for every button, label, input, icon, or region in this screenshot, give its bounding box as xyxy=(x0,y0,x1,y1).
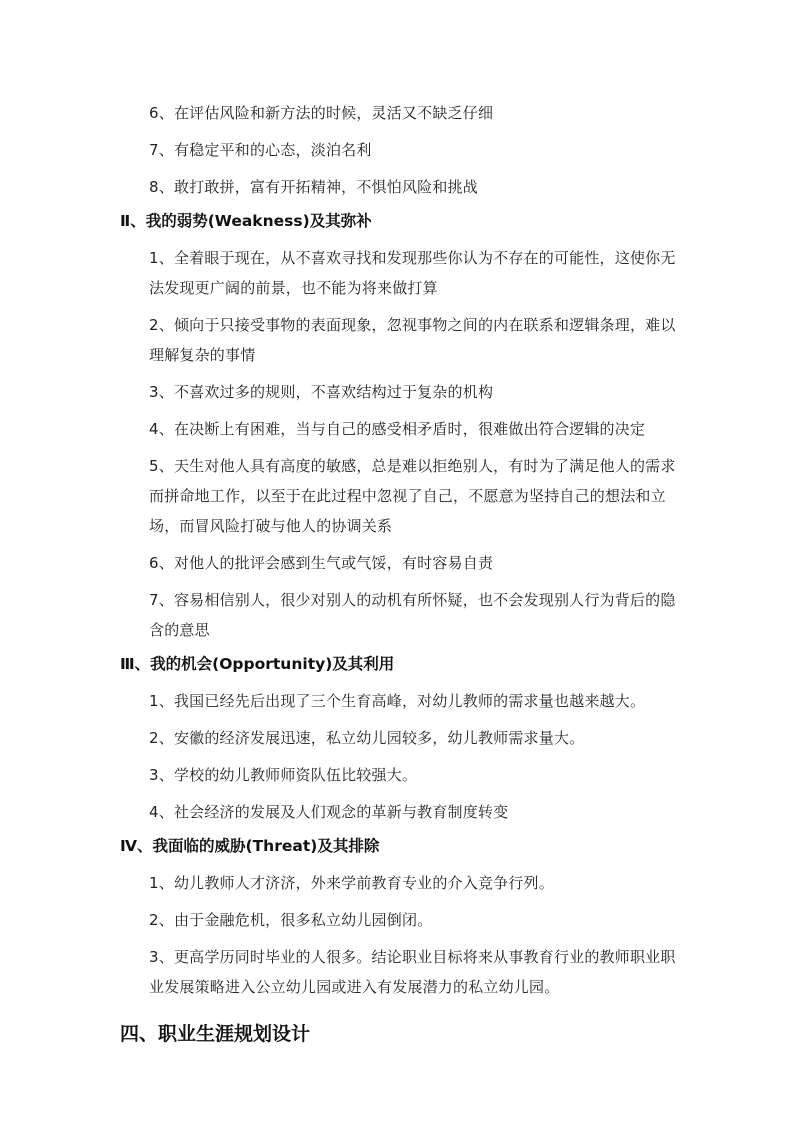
list-item: 3、更高学历同时毕业的人很多。结论职业目标将来从事教育行业的教师职业职业发展策略进入公立幼儿园或进入有发展潜力的私立幼儿园。 xyxy=(149,948,676,996)
list-item: 4、社会经济的发展及人们观念的革新与教育制度转变 xyxy=(149,803,509,821)
list-item: 8、敢打敢拼，富有开拓精神，不惧怕风险和挑战 xyxy=(149,178,478,196)
list-item: 7、有稳定平和的心态，淡泊名利 xyxy=(149,141,372,159)
list-item: 2、由于金融危机，很多私立幼儿园倒闭。 xyxy=(149,911,433,929)
list-item: 2、倾向于只接受事物的表面现象，忽视事物之间的内在联系和逻辑条理，难以理解复杂的事情 xyxy=(149,316,676,364)
list-item: 7、容易相信别人，很少对别人的动机有所怀疑，也不会发现别人行为背后的隐含的意思 xyxy=(149,591,676,639)
list-item: 5、天生对他人具有高度的敏感，总是难以拒绝别人，有时为了满足他人的需求而拼命地工作，以至于在此过程中忽视了自己，不愿意为坚持自己的想法和立场，而冒风险打破与他人的协调关系 xyxy=(149,457,676,535)
opportunity-heading: Ⅲ、我的机会(Opportunity)及其利用 xyxy=(120,655,395,673)
list-item: 1、幼儿教师人才济济，外来学前教育专业的介入竞争行列。 xyxy=(149,874,554,892)
list-item: 6、对他人的批评会感到生气或气馁，有时容易自责 xyxy=(149,554,494,572)
list-item: 2、安徽的经济发展迅速，私立幼儿园较多，幼儿教师需求量大。 xyxy=(149,729,585,747)
section-title: 四、职业生涯规划设计 xyxy=(120,1023,311,1045)
threat-heading: Ⅳ、我面临的威胁(Threat)及其排除 xyxy=(120,837,380,855)
weakness-heading: Ⅱ、我的弱势(Weakness)及其弥补 xyxy=(120,212,372,230)
list-item: 1、全着眼于现在，从不喜欢寻找和发现那些你认为不存在的可能性，这使你无法发现更广阔的前景，也不能为将来做打算 xyxy=(149,249,676,297)
list-item: 6、在评估风险和新方法的时候，灵活又不缺乏仔细 xyxy=(149,104,494,122)
list-item: 3、不喜欢过多的规则，不喜欢结构过于复杂的机构 xyxy=(149,383,494,401)
document-content xyxy=(120,98,680,1048)
list-item: 1、我国已经先后出现了三个生育高峰，对幼儿教师的需求量也越来越大。 xyxy=(149,692,646,710)
list-item: 3、学校的幼儿教师师资队伍比较强大。 xyxy=(149,766,418,784)
list-item: 4、在决断上有困难，当与自己的感受相矛盾时，很难做出符合逻辑的决定 xyxy=(149,420,646,438)
